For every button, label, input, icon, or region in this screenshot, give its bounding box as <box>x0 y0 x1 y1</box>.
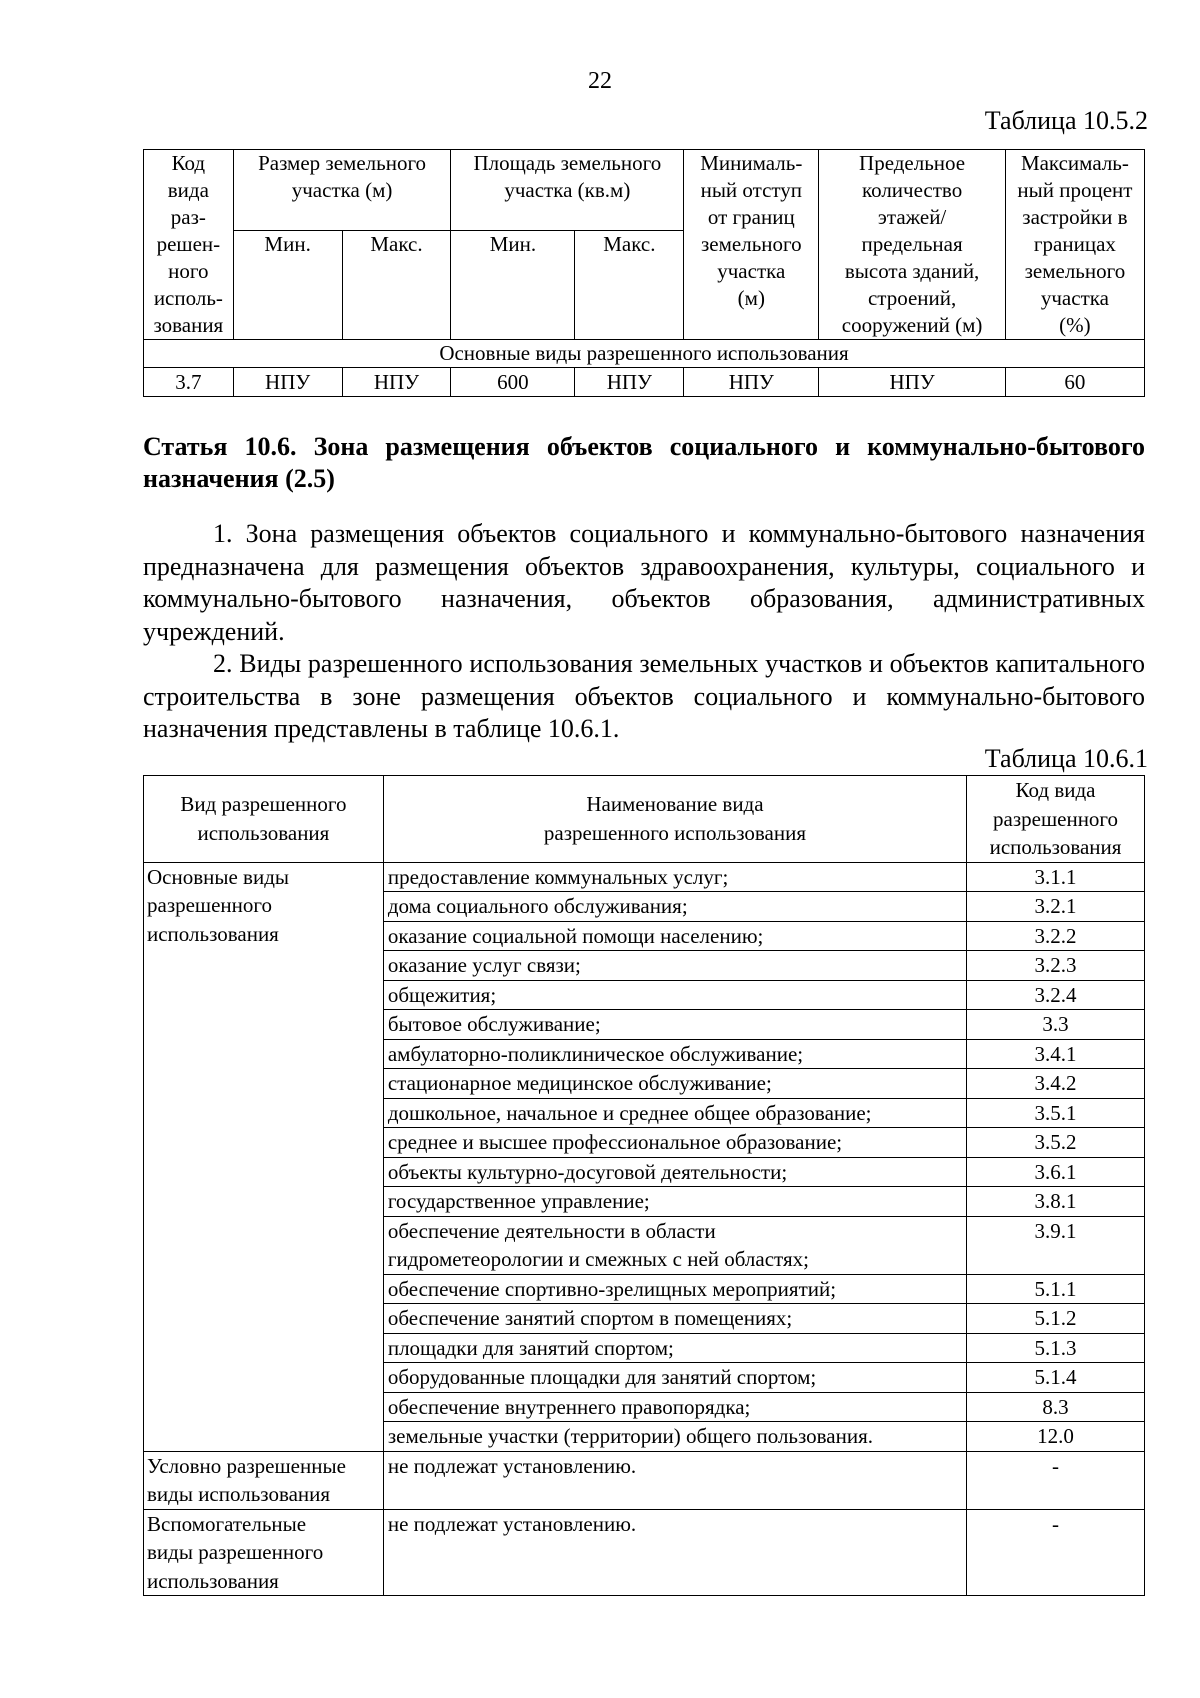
cell-size-min: НПУ <box>233 368 342 397</box>
header-area-group: Площадь земельного участка (кв.м) <box>451 150 684 231</box>
group-conditional-uses: Условно разрешенные виды использования <box>144 1451 384 1509</box>
use-code: - <box>967 1451 1145 1509</box>
table-caption-2: Таблица 10.6.1 <box>984 744 1148 773</box>
table-row <box>144 1451 1145 1509</box>
cell-code: 3.7 <box>144 368 234 397</box>
header-use-type: Вид разрешенного использования <box>144 776 384 863</box>
use-code: 3.2.2 <box>967 921 1145 951</box>
use-code: 3.5.1 <box>967 1098 1145 1128</box>
table-row <box>144 1509 1145 1596</box>
use-name: объекты культурно-досуговой деятельности; <box>383 1157 966 1187</box>
header-use-name: Наименование вида разрешенного использования <box>383 776 966 863</box>
use-name: обеспечение деятельности в области гидрометеорологии и смежных с ней областях; <box>383 1216 966 1274</box>
use-code: 5.1.3 <box>967 1333 1145 1363</box>
use-name: среднее и высшее профессиональное образование; <box>383 1128 966 1158</box>
use-code: 3.2.1 <box>967 892 1145 922</box>
use-name: обеспечение внутреннего правопорядка; <box>383 1392 966 1422</box>
cell-floors: НПУ <box>819 368 1005 397</box>
cell-coverage: 60 <box>1005 368 1144 397</box>
group-main-uses: Основные виды разрешенного использования <box>144 862 384 1451</box>
use-name: не подлежат установлению. <box>383 1509 966 1596</box>
use-code: 5.1.4 <box>967 1363 1145 1393</box>
use-name: не подлежат установлению. <box>383 1451 966 1509</box>
header-area-min: Мин. <box>451 231 575 340</box>
parameters-table <box>143 149 1145 397</box>
use-code: 3.2.3 <box>967 951 1145 981</box>
use-code: 3.4.1 <box>967 1039 1145 1069</box>
use-code: 3.4.2 <box>967 1069 1145 1099</box>
header-code: Код вида раз- решен- ного исполь- зования <box>144 150 234 340</box>
use-name: обеспечение занятий спортом в помещениях; <box>383 1304 966 1334</box>
use-name: земельные участки (территории) общего пользования. <box>383 1422 966 1452</box>
table-row <box>144 862 1145 892</box>
use-code: 3.2.4 <box>967 980 1145 1010</box>
use-name: амбулаторно-поликлиническое обслуживание; <box>383 1039 966 1069</box>
header-use-code: Код вида разрешенного использования <box>967 776 1145 863</box>
use-name: обеспечение спортивно-зрелищных мероприятий; <box>383 1274 966 1304</box>
use-code: 3.8.1 <box>967 1187 1145 1217</box>
use-code: 3.9.1 <box>967 1216 1145 1274</box>
header-size-group: Размер земельного участка (м) <box>233 150 451 231</box>
use-name: оказание социальной помощи населению; <box>383 921 966 951</box>
use-code: 8.3 <box>967 1392 1145 1422</box>
cell-area-max: НПУ <box>575 368 684 397</box>
paragraph-2: 2. Виды разрешенного использования земельных участков и объектов капитального строительства в зоне размещения объектов социального и коммунально-бытового назначения представлены в таблице 10.6.1. <box>143 649 1145 743</box>
use-code: 3.1.1 <box>967 862 1145 892</box>
use-name: оказание услуг связи; <box>383 951 966 981</box>
use-code: 5.1.1 <box>967 1274 1145 1304</box>
use-name: общежития; <box>383 980 966 1010</box>
table-caption: Таблица 10.5.2 <box>984 106 1148 135</box>
header-area-max: Макс. <box>575 231 684 340</box>
use-code: 3.5.2 <box>967 1128 1145 1158</box>
section-label: Основные виды разрешенного использования <box>144 340 1145 368</box>
header-setback: Минималь- ный отступ от границ земельного участка (м) <box>684 150 819 340</box>
header-coverage: Максималь- ный процент застройки в границах земельного участка (%) <box>1005 150 1144 340</box>
use-code: 3.6.1 <box>967 1157 1145 1187</box>
use-name: дошкольное, начальное и среднее общее образование; <box>383 1098 966 1128</box>
use-name: оборудованные площадки для занятий спортом; <box>383 1363 966 1393</box>
use-code: 12.0 <box>967 1422 1145 1452</box>
use-code: - <box>967 1509 1145 1596</box>
page-number: 22 <box>588 68 612 94</box>
article-heading: Статья 10.6. Зона размещения объектов социального и коммунально-бытового назначения (2.5) <box>143 432 1145 493</box>
use-name: площадки для занятий спортом; <box>383 1333 966 1363</box>
uses-table <box>143 775 1145 1596</box>
header-size-max: Макс. <box>342 231 451 340</box>
use-name: стационарное медицинское обслуживание; <box>383 1069 966 1099</box>
header-size-min: Мин. <box>233 231 342 340</box>
cell-area-min: 600 <box>451 368 575 397</box>
paragraph-1: 1. Зона размещения объектов социального и коммунально-бытового назначения предназначена для размещения объектов здравоохранения, культуры, социального и коммунально-бытового назначения, объектов образования, административных учреждений. <box>143 519 1145 646</box>
use-name: бытовое обслуживание; <box>383 1010 966 1040</box>
use-code: 3.3 <box>967 1010 1145 1040</box>
cell-setback: НПУ <box>684 368 819 397</box>
header-floors: Предельное количество этажей/ предельная высота зданий, строений, сооружений (м) <box>819 150 1005 340</box>
cell-size-max: НПУ <box>342 368 451 397</box>
use-name: дома социального обслуживания; <box>383 892 966 922</box>
use-name: государственное управление; <box>383 1187 966 1217</box>
use-code: 5.1.2 <box>967 1304 1145 1334</box>
use-name: предоставление коммунальных услуг; <box>383 862 966 892</box>
group-auxiliary-uses: Вспомогательные виды разрешенного использования <box>144 1509 384 1596</box>
